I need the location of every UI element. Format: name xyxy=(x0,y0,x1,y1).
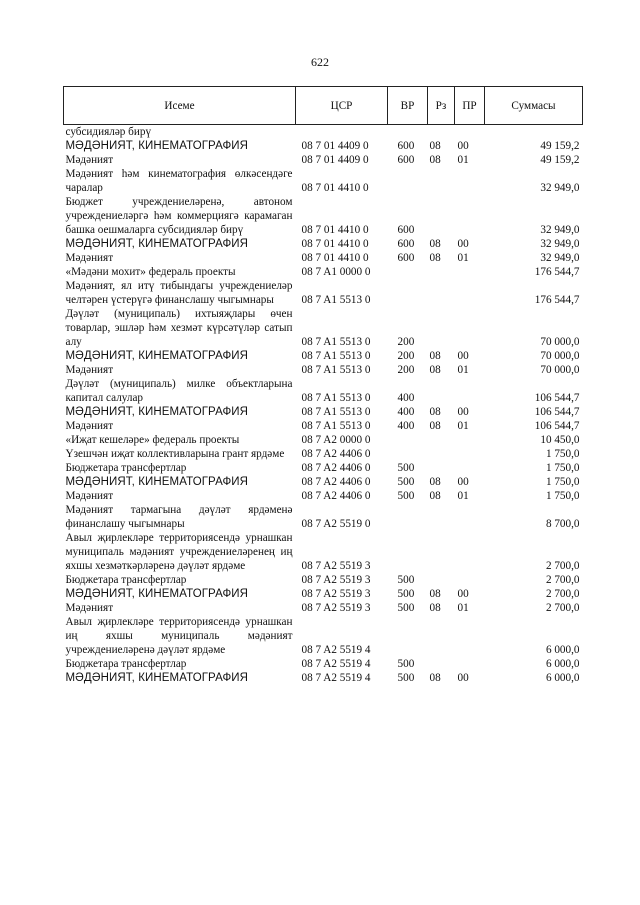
cell-csr: 08 7 A2 5519 4 xyxy=(301,658,371,670)
cell-sum: 176 544,7 xyxy=(534,294,580,306)
table-row xyxy=(64,139,583,153)
cell-pr xyxy=(455,167,485,195)
cell-name: МӘДӘНИЯТ, КИНЕМАТОГРАФИЯ xyxy=(65,476,249,488)
cell-name: Мәдәният xyxy=(65,490,114,502)
cell-name: Дәүләт (муниципаль) ихтыяҗлары өчен товарлар, эшләр һәм хезмәт күрсәтүләр сатып алу xyxy=(65,308,293,348)
cell-csr xyxy=(296,125,388,140)
cell-csr: 08 7 A2 5519 4 xyxy=(301,672,371,684)
table-row xyxy=(64,433,583,447)
cell-vr: 600 xyxy=(397,224,415,236)
table-row xyxy=(64,573,583,587)
cell-sum: 106 544,7 xyxy=(534,420,580,432)
cell-name: Бюджетара трансфертлар xyxy=(65,574,187,586)
cell-rz: 08 xyxy=(429,476,441,488)
cell-pr xyxy=(455,195,485,237)
cell-name: Мәдәният, ял итү тибындагы учреждениеләр челтәрен үстерүгә финанслашу чыгымнары xyxy=(65,280,293,306)
cell-pr xyxy=(455,125,485,140)
table-row xyxy=(64,125,583,140)
table-row xyxy=(64,195,583,237)
cell-rz xyxy=(428,279,455,307)
cell-rz: 08 xyxy=(429,140,441,152)
cell-pr: 01 xyxy=(457,490,469,502)
cell-name: МӘДӘНИЯТ, КИНЕМАТОГРАФИЯ xyxy=(65,350,249,362)
cell-vr xyxy=(388,615,428,657)
cell-csr: 08 7 A2 4406 0 xyxy=(301,490,371,502)
cell-sum: 32 949,0 xyxy=(540,252,580,264)
cell-vr xyxy=(388,531,428,573)
cell-rz xyxy=(428,307,455,349)
cell-rz: 08 xyxy=(429,490,441,502)
cell-vr: 500 xyxy=(397,462,415,474)
cell-csr: 08 7 A2 5519 3 xyxy=(301,588,371,600)
cell-name: Авыл җирлекләре территориясендә урнашкан иң яхшы муниципаль мәдәният учреждениеләренә дәүләт ярдәме xyxy=(65,616,293,656)
cell-name: МӘДӘНИЯТ, КИНЕМАТОГРАФИЯ xyxy=(65,238,249,250)
cell-sum: 49 159,2 xyxy=(540,154,580,166)
cell-vr xyxy=(388,265,428,279)
cell-csr: 08 7 01 4410 0 xyxy=(301,252,369,264)
cell-csr: 08 7 01 4409 0 xyxy=(301,140,369,152)
cell-pr: 00 xyxy=(457,406,469,418)
cell-sum: 2 700,0 xyxy=(545,574,580,586)
cell-name: субсидияләр бирү xyxy=(65,126,152,138)
cell-rz: 08 xyxy=(429,406,441,418)
cell-name: Мәдәният xyxy=(65,364,114,376)
cell-sum: 32 949,0 xyxy=(540,224,580,236)
cell-vr xyxy=(388,503,428,531)
cell-vr: 200 xyxy=(397,364,415,376)
cell-vr: 500 xyxy=(397,588,415,600)
cell-rz: 08 xyxy=(429,364,441,376)
table-row xyxy=(64,307,583,349)
cell-rz xyxy=(428,461,455,475)
cell-pr xyxy=(455,657,485,671)
cell-rz: 08 xyxy=(429,350,441,362)
cell-pr: 01 xyxy=(457,252,469,264)
table-row xyxy=(64,489,583,503)
cell-rz xyxy=(428,195,455,237)
cell-name: «Иҗат кешеләре» федераль проекты xyxy=(65,434,240,446)
cell-vr: 500 xyxy=(397,490,415,502)
cell-name: Бюджет учреждениеләренә, автоном учреждениеләргә һәм коммерциягә карамаган башка оешмаларга субсидияләр бирү xyxy=(65,196,293,236)
cell-vr xyxy=(388,125,428,140)
cell-csr: 08 7 A2 5519 3 xyxy=(301,574,371,586)
cell-pr xyxy=(455,531,485,573)
cell-sum: 2 700,0 xyxy=(545,602,580,614)
cell-pr xyxy=(455,447,485,461)
table-row xyxy=(64,153,583,167)
cell-vr: 600 xyxy=(397,154,415,166)
cell-name: Мәдәният xyxy=(65,420,114,432)
cell-vr: 400 xyxy=(397,392,415,404)
table-row xyxy=(64,251,583,265)
cell-pr: 00 xyxy=(457,238,469,250)
cell-rz: 08 xyxy=(429,602,441,614)
cell-rz xyxy=(428,447,455,461)
cell-name: МӘДӘНИЯТ, КИНЕМАТОГРАФИЯ xyxy=(65,406,249,418)
cell-pr: 01 xyxy=(457,420,469,432)
cell-pr: 00 xyxy=(457,140,469,152)
cell-csr: 08 7 01 4409 0 xyxy=(301,154,369,166)
table-row xyxy=(64,615,583,657)
table-row xyxy=(64,349,583,363)
table-row xyxy=(64,279,583,307)
table-row xyxy=(64,377,583,405)
cell-vr xyxy=(388,447,428,461)
cell-name: Үзешчән иҗат коллективларына грант ярдәме xyxy=(65,448,285,460)
table-row xyxy=(64,531,583,573)
table-row xyxy=(64,447,583,461)
cell-rz xyxy=(428,573,455,587)
header-pr: ПР xyxy=(455,87,485,125)
cell-sum: 49 159,2 xyxy=(540,140,580,152)
cell-pr xyxy=(455,433,485,447)
cell-sum: 6 000,0 xyxy=(545,658,580,670)
cell-rz xyxy=(428,531,455,573)
cell-sum: 176 544,7 xyxy=(534,266,580,278)
cell-csr: 08 7 A1 5513 0 xyxy=(301,336,371,348)
cell-rz: 08 xyxy=(429,672,441,684)
table-row xyxy=(64,265,583,279)
cell-pr xyxy=(455,573,485,587)
header-vr: ВР xyxy=(388,87,428,125)
cell-pr: 00 xyxy=(457,588,469,600)
cell-csr: 08 7 01 4410 0 xyxy=(301,238,369,250)
cell-sum: 106 544,7 xyxy=(534,406,580,418)
table-row xyxy=(64,475,583,489)
table-row xyxy=(64,419,583,433)
cell-pr: 00 xyxy=(457,476,469,488)
cell-rz: 08 xyxy=(429,252,441,264)
header-name: Исеме xyxy=(64,87,296,125)
cell-vr: 500 xyxy=(397,658,415,670)
cell-rz xyxy=(428,125,455,140)
cell-rz xyxy=(428,615,455,657)
cell-vr: 500 xyxy=(397,574,415,586)
cell-pr: 01 xyxy=(457,602,469,614)
cell-vr: 500 xyxy=(397,672,415,684)
cell-pr xyxy=(455,615,485,657)
cell-rz xyxy=(428,377,455,405)
table-row xyxy=(64,671,583,685)
cell-name: МӘДӘНИЯТ, КИНЕМАТОГРАФИЯ xyxy=(65,588,249,600)
budget-table xyxy=(63,86,583,685)
cell-sum: 6 000,0 xyxy=(545,672,580,684)
cell-vr: 600 xyxy=(397,252,415,264)
cell-sum: 106 544,7 xyxy=(534,392,580,404)
table-row xyxy=(64,167,583,195)
cell-csr: 08 7 A2 5519 3 xyxy=(301,560,371,572)
cell-rz: 08 xyxy=(429,154,441,166)
table-row xyxy=(64,461,583,475)
cell-csr: 08 7 A2 5519 4 xyxy=(301,644,371,656)
table-row xyxy=(64,657,583,671)
cell-rz: 08 xyxy=(429,588,441,600)
cell-sum: 1 750,0 xyxy=(545,462,580,474)
cell-csr: 08 7 A2 4406 0 xyxy=(301,476,371,488)
cell-name: МӘДӘНИЯТ, КИНЕМАТОГРАФИЯ xyxy=(65,140,249,152)
cell-rz xyxy=(428,433,455,447)
cell-rz xyxy=(428,503,455,531)
cell-name: Мәдәният тармагына дәүләт ярдәменә финанслашу чыгымнары xyxy=(65,504,293,530)
cell-pr: 00 xyxy=(457,350,469,362)
cell-sum: 70 000,0 xyxy=(540,350,580,362)
cell-sum: 1 750,0 xyxy=(545,448,580,460)
cell-csr: 08 7 A2 5519 3 xyxy=(301,602,371,614)
cell-sum: 2 700,0 xyxy=(545,560,580,572)
table-row xyxy=(64,587,583,601)
cell-sum: 32 949,0 xyxy=(540,182,580,194)
cell-sum: 10 450,0 xyxy=(540,434,580,446)
cell-name: Бюджетара трансфертлар xyxy=(65,658,187,670)
cell-rz: 08 xyxy=(429,238,441,250)
cell-csr: 08 7 A1 5513 0 xyxy=(301,350,371,362)
cell-vr: 400 xyxy=(397,420,415,432)
table-row xyxy=(64,601,583,615)
cell-vr: 600 xyxy=(397,238,415,250)
cell-name: Бюджетара трансфертлар xyxy=(65,462,187,474)
cell-csr: 08 7 A1 5513 0 xyxy=(301,364,371,376)
table-row xyxy=(64,405,583,419)
cell-vr: 400 xyxy=(397,406,415,418)
table-row xyxy=(64,363,583,377)
cell-pr: 01 xyxy=(457,364,469,376)
cell-pr xyxy=(455,265,485,279)
cell-sum: 70 000,0 xyxy=(540,364,580,376)
cell-vr: 200 xyxy=(397,350,415,362)
cell-vr: 600 xyxy=(397,140,415,152)
cell-pr: 00 xyxy=(457,672,469,684)
header-csr: ЦСР xyxy=(296,87,388,125)
cell-csr: 08 7 A2 5519 0 xyxy=(301,518,371,530)
cell-sum: 2 700,0 xyxy=(545,588,580,600)
cell-name: Мәдәният xyxy=(65,252,114,264)
cell-rz xyxy=(428,657,455,671)
cell-vr xyxy=(388,167,428,195)
cell-name: Авыл җирлекләре территориясендә урнашкан муниципаль мәдәният учреждениеләренең иң яхшы хезмәткәрләренә дәүләт ярдәме xyxy=(65,532,293,572)
cell-vr xyxy=(388,433,428,447)
cell-csr: 08 7 01 4410 0 xyxy=(301,182,369,194)
cell-csr: 08 7 A1 5513 0 xyxy=(301,294,371,306)
cell-pr xyxy=(455,377,485,405)
cell-sum: 1 750,0 xyxy=(545,476,580,488)
cell-csr: 08 7 01 4410 0 xyxy=(301,224,369,236)
cell-vr: 500 xyxy=(397,602,415,614)
header-rz: Рз xyxy=(428,87,455,125)
cell-csr: 08 7 A2 4406 0 xyxy=(301,462,371,474)
cell-sum: 6 000,0 xyxy=(545,644,580,656)
cell-vr: 200 xyxy=(397,336,415,348)
cell-rz xyxy=(428,265,455,279)
cell-name: Мәдәният xyxy=(65,154,114,166)
cell-sum xyxy=(485,125,583,140)
header-sum: Суммасы xyxy=(485,87,583,125)
cell-name: МӘДӘНИЯТ, КИНЕМАТОГРАФИЯ xyxy=(65,672,249,684)
table-body xyxy=(64,125,583,686)
cell-sum: 8 700,0 xyxy=(545,518,580,530)
cell-name: Мәдәният xyxy=(65,602,114,614)
cell-csr: 08 7 A1 5513 0 xyxy=(301,392,371,404)
cell-sum: 70 000,0 xyxy=(540,336,580,348)
cell-sum: 32 949,0 xyxy=(540,238,580,250)
cell-rz: 08 xyxy=(429,420,441,432)
cell-csr: 08 7 A1 5513 0 xyxy=(301,406,371,418)
table-header xyxy=(64,87,583,125)
cell-name: Мәдәният һәм кинематография өлкәсендәге чаралар xyxy=(65,168,293,194)
cell-name: Дәүләт (муниципаль) милке объектларына капитал салулар xyxy=(65,378,293,404)
cell-pr xyxy=(455,461,485,475)
cell-vr: 500 xyxy=(397,476,415,488)
cell-name: «Мәдәни мохит» федераль проекты xyxy=(65,266,236,278)
cell-csr: 08 7 A1 5513 0 xyxy=(301,420,371,432)
cell-pr xyxy=(455,307,485,349)
cell-rz xyxy=(428,167,455,195)
cell-csr: 08 7 A2 0000 0 xyxy=(301,434,371,446)
table-row xyxy=(64,503,583,531)
cell-vr xyxy=(388,279,428,307)
cell-pr: 01 xyxy=(457,154,469,166)
cell-pr xyxy=(455,503,485,531)
cell-sum: 1 750,0 xyxy=(545,490,580,502)
page-number: 622 xyxy=(311,55,329,69)
table-row xyxy=(64,237,583,251)
cell-pr xyxy=(455,279,485,307)
cell-csr: 08 7 A1 0000 0 xyxy=(301,266,371,278)
cell-csr: 08 7 A2 4406 0 xyxy=(301,448,371,460)
